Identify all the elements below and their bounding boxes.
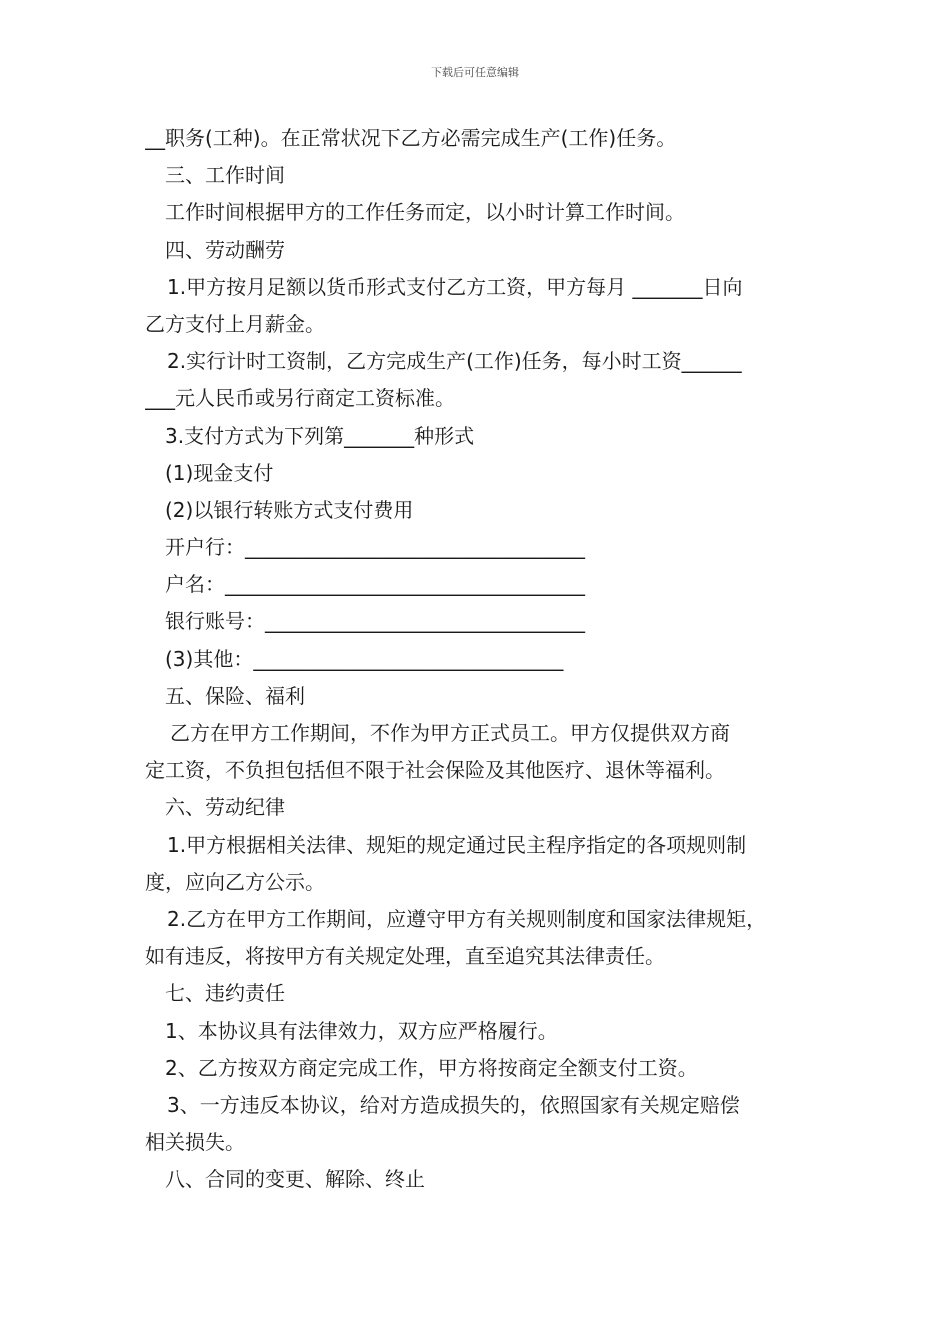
paragraph-line: 1.甲方按月足额以货币形式支付乙方工资，甲方每月 _______日向 <box>167 274 743 299</box>
paragraph-line: 相关损失。 <box>145 1130 245 1155</box>
paragraph-line: 如有违反，将按甲方有关规定处理，直至追究其法律责任。 <box>145 944 665 969</box>
section-heading: 七、违约责任 <box>165 981 285 1006</box>
paragraph-line: 乙方在甲方工作期间，不作为甲方正式员工。甲方仅提供双方商 <box>170 721 730 745</box>
document-body <box>145 120 815 1198</box>
bank-field-line: 开户行：__________________________________ <box>165 535 585 560</box>
section-heading: 六、劳动纪律 <box>165 795 285 820</box>
other-field-line: (3)其他：_______________________________ <box>165 646 564 671</box>
section-heading: 八、合同的变更、解除、终止 <box>165 1167 425 1192</box>
section-heading: 五、保险、福利 <box>165 683 305 708</box>
paragraph-line: 工作时间根据甲方的工作任务而定，以小时计算工作时间。 <box>165 200 685 225</box>
account-number-field-line: 银行账号：________________________________ <box>165 609 585 634</box>
section-heading: 四、劳动酬劳 <box>165 237 285 262</box>
list-item: (1)现金支付 <box>165 460 274 485</box>
list-item: (2)以银行转账方式支付费用 <box>165 497 414 522</box>
section-heading: 三、工作时间 <box>165 163 285 188</box>
paragraph-line: __职务(工种)。在正常状况下乙方必需完成生产(工作)任务。 <box>145 126 677 150</box>
paragraph-line: 2.实行计时工资制，乙方完成生产(工作)任务，每小时工资______ <box>167 349 742 374</box>
paragraph-line: ___元人民币或另行商定工资标准。 <box>145 386 455 411</box>
page-header: 下载后可任意编辑 <box>431 66 519 79</box>
list-item: 3、一方违反本协议，给对方造成损失的，依照国家有关规定赔偿 <box>167 1092 740 1117</box>
paragraph-line: 定工资，不负担包括但不限于社会保险及其他医疗、退休等福利。 <box>145 758 725 783</box>
paragraph-line: 2.乙方在甲方工作期间，应遵守甲方有关规则制度和国家法律规矩， <box>167 906 767 931</box>
paragraph-line: 乙方支付上月薪金。 <box>145 311 325 336</box>
paragraph-line: 3.支付方式为下列第_______种形式 <box>165 423 475 448</box>
list-item: 1、本协议具有法律效力，双方应严格履行。 <box>165 1018 558 1043</box>
paragraph-line: 1.甲方根据相关法律、规矩的规定通过民主程序指定的各项规则制 <box>167 832 747 857</box>
account-name-field-line: 户名：____________________________________ <box>165 572 585 597</box>
list-item: 2、乙方按双方商定完成工作，甲方将按商定全额支付工资。 <box>165 1055 698 1080</box>
paragraph-line: 度，应向乙方公示。 <box>145 869 325 894</box>
